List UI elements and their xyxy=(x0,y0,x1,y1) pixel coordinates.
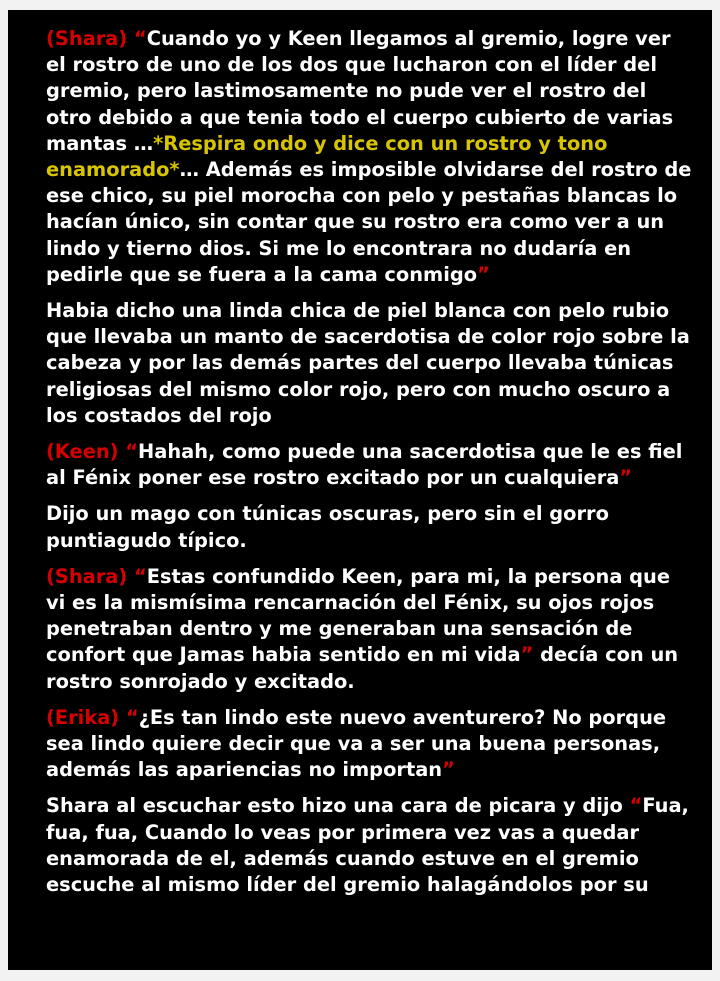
story-page xyxy=(8,10,712,970)
paragraph-shara-2 xyxy=(46,564,692,695)
dialogue-text: Hahah, como puede una sacerdotisa que le es fiel al Fénix poner ese rostro excitado por un cualquiera xyxy=(46,440,683,490)
close-quote: ” xyxy=(442,758,455,782)
open-quote: “ xyxy=(134,27,147,50)
speaker-name: (Keen) xyxy=(46,440,119,464)
paragraph-keen xyxy=(46,439,692,491)
open-quote: “ xyxy=(134,564,147,588)
narration-text: Dijo un mago con túnicas oscuras, pero sin el gorro puntiagudo típico. xyxy=(46,502,609,552)
action-close-mark: * xyxy=(169,158,180,182)
narration-text: Shara al escuchar esto hizo una cara de picara y dijo xyxy=(46,794,630,818)
close-quote: ” xyxy=(619,466,633,490)
paragraph-shara-1 xyxy=(46,26,692,288)
open-quote: “ xyxy=(125,440,139,464)
speaker-name: (Shara) xyxy=(46,564,128,588)
paragraph-erika xyxy=(46,705,692,784)
open-quote: “ xyxy=(125,705,139,729)
close-quote: ” xyxy=(477,262,490,286)
dialogue-text: Estas confundido Keen, para mi, la persona que vi es la mismísima rencarnación del Fénix, su ojos rojos penetraban dentro y me generaban una sensación de confort que Jamas habia sentido en mi vida xyxy=(46,564,670,667)
dialogue-text-continued: … Además es imposible olvidarse del rostro de ese chico, su piel morocha con pelo y pestañas blancas lo hacían único, sin contar que su rostro era como ver a un lindo y tierno dios. Si me lo encontrara no dudaría en pedirle que se fuera a la cama conmigo xyxy=(46,158,692,286)
speaker-name: (Erika) xyxy=(46,705,120,729)
narration-text: Habia dicho una linda chica de piel blanca con pelo rubio que llevaba un manto de sacerdotisa de color rojo sobre la cabeza y por las demás partes del cuerpo llevaba túnicas religiosas del mismo color rojo, pero con mucho oscuro a los costados del rojo xyxy=(46,299,690,427)
action-text: Respira ondo y dice con un rostro y tono enamorado xyxy=(46,131,608,182)
dialogue-text: ¿Es tan lindo este nuevo aventurero? No porque sea lindo quiere decir que va a ser una buena personas, además las apariencias no importan xyxy=(46,705,667,782)
paragraph-narration-1 xyxy=(46,298,692,429)
close-quote: ” xyxy=(520,643,534,667)
open-quote: “ xyxy=(629,794,643,818)
paragraph-narration-2 xyxy=(46,501,692,553)
action-open-mark: * xyxy=(153,131,164,155)
speaker-name: (Shara) xyxy=(46,27,128,50)
paragraph-narration-3 xyxy=(46,793,692,898)
narration-tail: decía con un rostro sonrojado y excitado. xyxy=(46,643,679,693)
dialogue-text: Cuando yo y Keen llegamos al gremio, logre ver el rostro de uno de los dos que lucharon con el líder del gremio, pero lastimosamente no pude ver el rostro del otro debido a que tenia todo el cuerpo cubierto de varias mantas … xyxy=(46,27,674,155)
dialogue-text: Fua, fua, fua, Cuando lo veas por primera vez vas a quedar enamorada de el, además cuando estuve en el gremio escuche al mismo líder del gremio halagándolos por su xyxy=(46,794,689,897)
